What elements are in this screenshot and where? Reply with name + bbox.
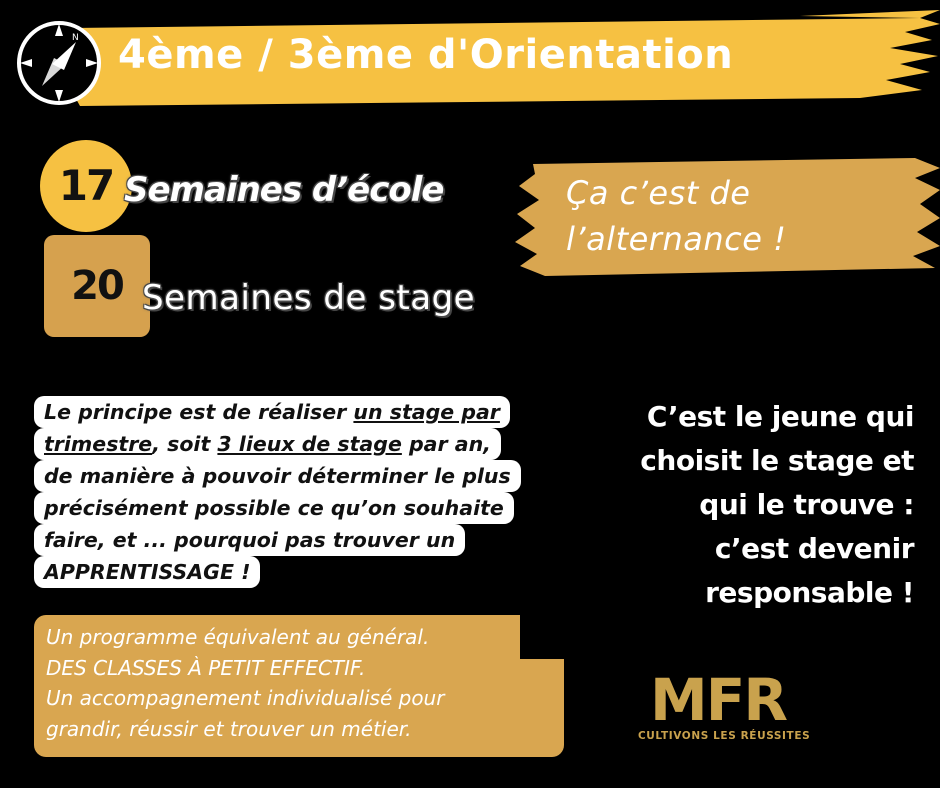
responsibility-line-3: qui le trouve :	[699, 488, 914, 521]
principle-underline: un stage par	[353, 400, 500, 424]
principle-line-1	[34, 396, 510, 428]
mfr-logo: MFR	[650, 666, 786, 734]
school-weeks-label: Semaines d’école	[124, 170, 444, 210]
principle-line-5: faire, et ... pourquoi pas trouver un	[34, 524, 465, 556]
alternance-line-1: Ça c’est de	[566, 174, 751, 212]
principle-text: par an,	[401, 432, 491, 456]
alternance-line-2: l’alternance !	[566, 220, 787, 258]
principle-line-2	[34, 428, 501, 460]
responsibility-line-5: responsable !	[705, 576, 914, 609]
principle-line-6: APPRENTISSAGE !	[34, 556, 260, 588]
principle-text: Le principe est de réaliser	[44, 400, 354, 424]
program-line-1: Un programme équivalent au général.	[46, 625, 430, 649]
internship-weeks-number: 20	[44, 235, 150, 337]
responsibility-line-1: C’est le jeune qui	[646, 400, 914, 433]
page-title: 4ème / 3ème d'Orientation	[118, 32, 734, 78]
principle-line-4: précisément possible ce qu’on souhaite	[34, 492, 514, 524]
program-line-4: grandir, réussir et trouver un métier.	[46, 716, 412, 741]
svg-text:N: N	[72, 33, 79, 43]
program-line-2: DES CLASSES À PETIT EFFECTIF.	[46, 655, 366, 680]
principle-underline: trimestre	[44, 432, 153, 456]
mfr-slogan: CULTIVONS LES RÉUSSITES	[638, 730, 811, 742]
program-text	[46, 622, 444, 744]
responsibility-line-4: c’est devenir	[714, 532, 914, 565]
program-box-notch	[520, 615, 564, 659]
school-weeks-number: 17	[40, 140, 132, 232]
internship-weeks-label: Semaines de stage	[142, 278, 476, 318]
alternance-text	[566, 170, 786, 262]
responsibility-text	[640, 395, 914, 615]
program-line-3: Un accompagnement individualisé pour	[46, 686, 445, 710]
compass-icon	[14, 18, 104, 108]
responsibility-line-2: choisit le stage et	[640, 444, 914, 477]
principle-underline: 3 lieux de stage	[217, 432, 402, 456]
principle-text: , soit	[152, 432, 218, 456]
principle-line-3: de manière à pouvoir déterminer le plus	[34, 460, 521, 492]
